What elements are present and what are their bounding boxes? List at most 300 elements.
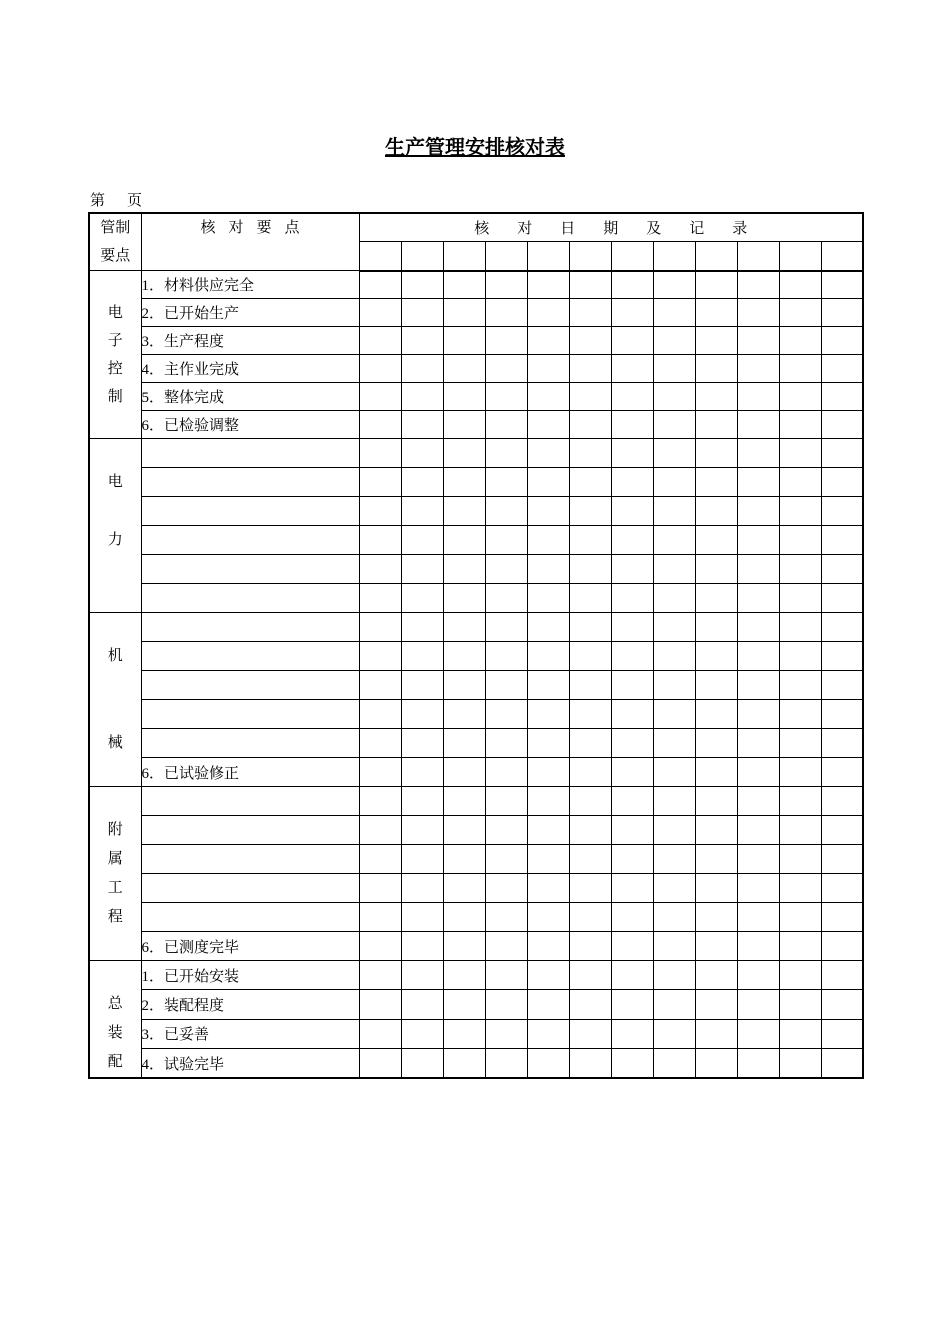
date-record-cell <box>779 729 821 758</box>
date-record-cell <box>401 758 443 787</box>
date-record-cell <box>569 961 611 990</box>
date-record-cell <box>485 271 527 299</box>
date-record-cell <box>821 242 863 271</box>
date-record-cell <box>737 1019 779 1048</box>
date-record-cell <box>485 787 527 816</box>
date-record-cell <box>779 1019 821 1048</box>
date-record-cell <box>695 355 737 383</box>
date-record-cell <box>611 932 653 961</box>
date-record-cell <box>737 411 779 439</box>
table-row <box>89 903 863 932</box>
date-record-cell <box>779 555 821 584</box>
date-record-cell <box>653 700 695 729</box>
date-record-cell <box>569 787 611 816</box>
date-record-cell <box>653 845 695 874</box>
date-record-cell <box>569 729 611 758</box>
date-record-cell <box>611 671 653 700</box>
date-record-cell <box>569 271 611 299</box>
date-record-cell <box>485 242 527 271</box>
date-record-cell <box>401 555 443 584</box>
date-record-cell <box>527 526 569 555</box>
checklist-item <box>141 497 359 526</box>
date-record-cell <box>737 845 779 874</box>
date-record-cell <box>653 874 695 903</box>
date-record-cell <box>401 845 443 874</box>
date-record-cell <box>611 816 653 845</box>
date-record-cell <box>443 787 485 816</box>
date-record-cell <box>779 299 821 327</box>
date-record-cell <box>611 584 653 613</box>
date-record-cell <box>401 584 443 613</box>
date-record-cell <box>695 932 737 961</box>
date-record-cell <box>821 700 863 729</box>
date-record-cell <box>737 990 779 1019</box>
checklist-item <box>141 439 359 468</box>
date-record-cell <box>401 903 443 932</box>
date-record-cell <box>485 355 527 383</box>
date-record-cell <box>695 383 737 411</box>
date-record-cell <box>401 700 443 729</box>
date-record-cell <box>443 327 485 355</box>
date-record-cell <box>485 497 527 526</box>
date-record-cell <box>821 874 863 903</box>
date-record-cell <box>779 903 821 932</box>
date-record-cell <box>695 555 737 584</box>
date-record-cell <box>443 497 485 526</box>
date-record-cell <box>821 411 863 439</box>
date-record-cell <box>401 787 443 816</box>
date-record-cell <box>359 355 401 383</box>
date-record-cell <box>443 700 485 729</box>
date-record-cell <box>359 932 401 961</box>
date-record-cell <box>737 355 779 383</box>
checklist-item <box>141 642 359 671</box>
date-record-cell <box>653 816 695 845</box>
date-record-cell <box>527 383 569 411</box>
checklist-table <box>88 212 864 1079</box>
section-final-assembly <box>89 961 141 1079</box>
date-record-cell <box>821 845 863 874</box>
date-record-cell <box>443 555 485 584</box>
date-record-cell <box>569 299 611 327</box>
date-record-cell <box>611 411 653 439</box>
date-record-cell <box>779 584 821 613</box>
date-record-cell <box>695 845 737 874</box>
date-record-cell <box>527 613 569 642</box>
date-record-cell <box>485 555 527 584</box>
checklist-item <box>141 584 359 613</box>
page-marker-suffix: 页 <box>127 193 143 209</box>
date-record-cell <box>737 497 779 526</box>
date-record-cell <box>359 729 401 758</box>
date-record-cell <box>485 845 527 874</box>
table-row <box>89 671 863 700</box>
date-record-cell <box>653 299 695 327</box>
date-record-cell <box>443 642 485 671</box>
date-record-cell <box>527 497 569 526</box>
table-row <box>89 787 863 816</box>
header-control-points <box>89 213 141 271</box>
date-record-cell <box>695 700 737 729</box>
date-record-cell <box>653 555 695 584</box>
date-record-cell <box>401 327 443 355</box>
date-record-cell <box>611 1049 653 1078</box>
date-record-cell <box>737 903 779 932</box>
table-row <box>89 468 863 497</box>
date-record-cell <box>401 874 443 903</box>
date-record-cell <box>653 439 695 468</box>
date-record-cell <box>485 816 527 845</box>
date-record-cell <box>485 526 527 555</box>
date-record-cell <box>401 932 443 961</box>
date-record-cell <box>737 613 779 642</box>
date-record-cell <box>611 242 653 271</box>
date-record-cell <box>401 1019 443 1048</box>
date-record-cell <box>611 729 653 758</box>
date-record-cell <box>737 729 779 758</box>
date-record-cell <box>653 613 695 642</box>
table-row <box>89 584 863 613</box>
checklist-item <box>141 671 359 700</box>
date-record-cell <box>695 990 737 1019</box>
date-record-cell <box>443 1049 485 1078</box>
checklist-item: 1．已开始安装 <box>141 961 359 990</box>
date-record-cell <box>695 411 737 439</box>
date-record-cell <box>485 758 527 787</box>
date-record-cell <box>485 903 527 932</box>
date-record-cell <box>401 671 443 700</box>
date-record-cell <box>443 758 485 787</box>
date-record-cell <box>527 327 569 355</box>
date-record-cell <box>611 468 653 497</box>
header-check-points: 核对要点 <box>141 213 359 271</box>
date-record-cell <box>779 613 821 642</box>
date-record-cell <box>359 1049 401 1078</box>
table-row <box>89 816 863 845</box>
date-record-cell <box>443 671 485 700</box>
date-record-cell <box>485 584 527 613</box>
date-record-cell <box>611 961 653 990</box>
date-record-cell <box>527 961 569 990</box>
checklist-item: 4．主作业完成 <box>141 355 359 383</box>
date-record-cell <box>821 613 863 642</box>
document-title: 生产管理安排核对表 <box>385 137 565 159</box>
date-record-cell <box>569 642 611 671</box>
date-record-cell <box>359 242 401 271</box>
table-row <box>89 1049 863 1078</box>
checklist-item <box>141 874 359 903</box>
checklist-item: 2．已开始生产 <box>141 299 359 327</box>
section-machinery <box>89 613 141 787</box>
date-record-cell <box>527 700 569 729</box>
date-record-cell <box>653 932 695 961</box>
date-record-cell <box>443 961 485 990</box>
date-record-cell <box>779 242 821 271</box>
date-record-cell <box>527 242 569 271</box>
date-record-cell <box>695 468 737 497</box>
date-record-cell <box>779 961 821 990</box>
date-record-cell <box>695 299 737 327</box>
date-record-cell <box>569 932 611 961</box>
date-record-cell <box>737 874 779 903</box>
date-record-cell <box>737 468 779 497</box>
date-record-cell <box>443 383 485 411</box>
date-record-cell <box>443 903 485 932</box>
checklist-item: 5．整体完成 <box>141 383 359 411</box>
date-record-cell <box>611 299 653 327</box>
date-record-cell <box>737 526 779 555</box>
date-record-cell <box>737 816 779 845</box>
date-record-cell <box>485 932 527 961</box>
date-record-cell <box>359 671 401 700</box>
date-record-cell <box>569 468 611 497</box>
date-record-cell <box>569 700 611 729</box>
header-check-date-record: 核对日期及记录 <box>359 213 863 242</box>
date-record-cell <box>611 555 653 584</box>
table-row <box>89 355 863 383</box>
date-record-cell <box>779 671 821 700</box>
date-record-cell <box>695 642 737 671</box>
date-record-cell <box>569 613 611 642</box>
date-record-cell <box>779 700 821 729</box>
date-record-cell <box>611 903 653 932</box>
date-record-cell <box>779 497 821 526</box>
date-record-cell <box>359 961 401 990</box>
date-record-cell <box>527 411 569 439</box>
date-record-cell <box>821 961 863 990</box>
date-record-cell <box>443 526 485 555</box>
date-record-cell <box>695 874 737 903</box>
table-row <box>89 729 863 758</box>
date-record-cell <box>611 383 653 411</box>
date-record-cell <box>779 383 821 411</box>
date-record-cell <box>653 468 695 497</box>
date-record-cell <box>653 729 695 758</box>
date-record-cell <box>653 355 695 383</box>
date-record-cell <box>611 758 653 787</box>
date-record-cell <box>821 932 863 961</box>
date-record-cell <box>569 526 611 555</box>
date-record-cell <box>821 642 863 671</box>
date-record-cell <box>401 961 443 990</box>
date-record-cell <box>653 584 695 613</box>
date-record-cell <box>485 1019 527 1048</box>
date-record-cell <box>569 439 611 468</box>
table-row <box>89 299 863 327</box>
date-record-cell <box>779 816 821 845</box>
date-record-cell <box>443 242 485 271</box>
table-row <box>89 642 863 671</box>
date-record-cell <box>485 671 527 700</box>
date-record-cell <box>653 787 695 816</box>
table-row <box>89 700 863 729</box>
date-record-cell <box>569 845 611 874</box>
date-record-cell <box>611 990 653 1019</box>
date-record-cell <box>653 271 695 299</box>
date-record-cell <box>821 439 863 468</box>
date-record-cell <box>611 355 653 383</box>
date-record-cell <box>485 729 527 758</box>
date-record-cell <box>653 383 695 411</box>
date-record-cell <box>569 903 611 932</box>
date-record-cell <box>485 383 527 411</box>
date-record-cell <box>401 299 443 327</box>
date-record-cell <box>527 642 569 671</box>
checklist-item <box>141 555 359 584</box>
date-record-cell <box>737 555 779 584</box>
date-record-cell <box>821 903 863 932</box>
section-electronic-control <box>89 271 141 439</box>
date-record-cell <box>401 816 443 845</box>
date-record-cell <box>611 526 653 555</box>
date-record-cell <box>443 845 485 874</box>
date-record-cell <box>569 411 611 439</box>
date-record-cell <box>527 758 569 787</box>
date-record-cell <box>359 468 401 497</box>
table-row <box>89 271 863 299</box>
date-record-cell <box>569 816 611 845</box>
date-record-cell <box>821 758 863 787</box>
date-record-cell <box>443 411 485 439</box>
table-row <box>89 439 863 468</box>
date-record-cell <box>737 242 779 271</box>
checklist-item <box>141 468 359 497</box>
date-record-cell <box>611 700 653 729</box>
date-record-cell <box>611 787 653 816</box>
date-record-cell <box>779 271 821 299</box>
date-record-cell <box>527 932 569 961</box>
date-record-cell <box>569 555 611 584</box>
date-record-cell <box>779 758 821 787</box>
date-record-cell <box>737 642 779 671</box>
date-record-cell <box>401 439 443 468</box>
date-record-cell <box>359 613 401 642</box>
date-record-cell <box>779 468 821 497</box>
date-record-cell <box>695 1019 737 1048</box>
date-record-cell <box>821 468 863 497</box>
date-record-cell <box>359 411 401 439</box>
table-row <box>89 758 863 787</box>
table-row <box>89 497 863 526</box>
date-record-cell <box>359 439 401 468</box>
date-record-cell <box>443 1019 485 1048</box>
date-record-cell <box>695 439 737 468</box>
date-record-cell <box>443 271 485 299</box>
date-record-cell <box>569 355 611 383</box>
date-record-cell <box>443 468 485 497</box>
date-record-cell <box>401 613 443 642</box>
section-label: 电 子 控 制 <box>107 305 123 405</box>
date-record-cell <box>359 642 401 671</box>
date-record-cell <box>485 327 527 355</box>
date-record-cell <box>569 584 611 613</box>
date-record-cell <box>821 271 863 299</box>
date-record-cell <box>653 242 695 271</box>
date-record-cell <box>359 383 401 411</box>
date-record-cell <box>653 671 695 700</box>
date-record-cell <box>527 299 569 327</box>
date-record-cell <box>401 526 443 555</box>
date-record-cell <box>359 1019 401 1048</box>
date-record-cell <box>401 729 443 758</box>
date-record-cell <box>737 439 779 468</box>
date-record-cell <box>359 816 401 845</box>
table-row <box>89 526 863 555</box>
date-record-cell <box>527 816 569 845</box>
date-record-cell <box>779 990 821 1019</box>
header-control-points-line1: 管制 <box>100 220 131 236</box>
date-record-cell <box>611 271 653 299</box>
date-record-cell <box>821 729 863 758</box>
date-record-cell <box>821 671 863 700</box>
date-record-cell <box>485 700 527 729</box>
section-auxiliary-works <box>89 787 141 961</box>
date-record-cell <box>653 1049 695 1078</box>
date-record-cell <box>611 613 653 642</box>
date-record-cell <box>527 990 569 1019</box>
date-record-cell <box>527 903 569 932</box>
date-record-cell <box>695 526 737 555</box>
date-record-cell <box>485 299 527 327</box>
date-record-cell <box>821 1019 863 1048</box>
table-row <box>89 932 863 961</box>
date-record-cell <box>359 845 401 874</box>
date-record-cell <box>485 961 527 990</box>
checklist-item <box>141 845 359 874</box>
checklist-item <box>141 816 359 845</box>
date-record-cell <box>695 671 737 700</box>
date-record-cell <box>821 383 863 411</box>
date-record-cell <box>443 613 485 642</box>
date-record-cell <box>401 642 443 671</box>
date-record-cell <box>569 242 611 271</box>
date-record-cell <box>821 299 863 327</box>
date-record-cell <box>653 903 695 932</box>
date-record-cell <box>779 526 821 555</box>
checklist-item: 6．已试验修正 <box>141 758 359 787</box>
date-record-cell <box>443 355 485 383</box>
date-record-cell <box>485 1049 527 1078</box>
date-record-cell <box>569 327 611 355</box>
date-record-cell <box>695 816 737 845</box>
date-record-cell <box>653 642 695 671</box>
date-record-cell <box>527 468 569 497</box>
date-record-cell <box>611 327 653 355</box>
date-record-cell <box>359 758 401 787</box>
page-marker-prefix: 第 <box>90 193 106 209</box>
checklist-item: 2．装配程度 <box>141 990 359 1019</box>
date-record-cell <box>485 411 527 439</box>
date-record-cell <box>737 1049 779 1078</box>
checklist-item <box>141 729 359 758</box>
date-record-cell <box>485 874 527 903</box>
checklist-item: 1．材料供应完全 <box>141 271 359 299</box>
date-record-cell <box>569 1019 611 1048</box>
date-record-cell <box>401 355 443 383</box>
date-record-cell <box>821 497 863 526</box>
date-record-cell <box>779 411 821 439</box>
date-record-cell <box>443 816 485 845</box>
date-record-cell <box>695 327 737 355</box>
date-record-cell <box>569 383 611 411</box>
checklist-item <box>141 526 359 555</box>
date-record-cell <box>737 758 779 787</box>
date-record-cell <box>695 613 737 642</box>
date-record-cell <box>653 758 695 787</box>
date-record-cell <box>359 700 401 729</box>
section-label: 机 械 <box>107 648 123 751</box>
date-record-cell <box>611 642 653 671</box>
